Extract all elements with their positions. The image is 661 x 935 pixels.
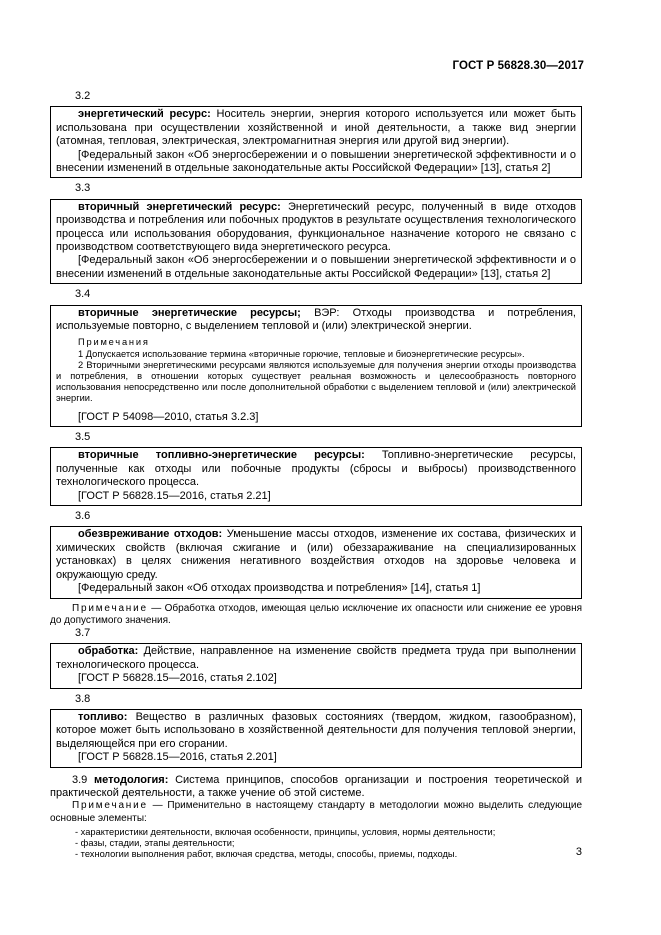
definition: Уменьшение массы отходов, изменение их состава, физических и химических свойств (включая сжигание и (или) обеззараживание на специализированных установках) в целях снижения негативного воздействия отходов на здоровье человека и окружающую среду. (56, 528, 576, 581)
definition: Топливно-энергетические ресурсы, полученные как отходы или побочные продукты (сбросы и выбросы) производственного технологического процесса. (56, 449, 576, 489)
document-code: ГОСТ Р 56828.30—2017 (452, 60, 584, 72)
note-text: — Применительно в настоящему стандарту в методологии можно выделить следующие основные элементы: (50, 800, 582, 824)
entry-3-7 (50, 627, 582, 689)
definition: Носитель энергии, энергия которого используется или может быть использована при осуществлении хозяйственной и иной деятельности, а также вид энергии (атомная, тепловая, электрическая, электромагнитная энергия или другой вид энергии). (56, 108, 576, 148)
term-box (50, 447, 582, 506)
notes-block (56, 337, 576, 404)
note-item: 1 Допускается использование термина «вторичные горючие, тепловые и биоэнергетические ресурсы». (78, 348, 525, 359)
definition: Энергетический ресурс, полученный в виде отходов производства и потребления или побочных продуктов в результате осуществления технологического процесса или использования оборудования, функциональное назначение которого не связано с производством соответствующего вида энергетического ресурса. (56, 200, 576, 254)
page-number: 3 (575, 846, 582, 858)
note-text: — Обработка отходов, имеющая целью исключение их опасности или снижение ее уровня до допустимого значения. (50, 602, 582, 626)
entry-3-4 (50, 288, 582, 427)
note-label: Примечание (72, 800, 148, 812)
term-box (50, 709, 582, 768)
entry-3-2 (50, 90, 582, 178)
note-label: Примечание (72, 602, 148, 614)
term: обезвреживание отходов: (78, 528, 223, 541)
term: методология: (94, 773, 169, 786)
entry-number: 3.6 (75, 510, 91, 523)
term: энергетический ресурс: (78, 108, 211, 121)
term-box (50, 199, 582, 284)
source-reference: [Федеральный закон «Об отходах производства и потребления» [14], статья 1] (78, 582, 481, 595)
term: вторичные топливно-энергетические ресурсы: (78, 449, 365, 462)
entry-3-9 (50, 774, 582, 861)
entry-number: 3.2 (75, 90, 91, 102)
list-item: - технологии выполнения работ, включая средства, методы, способы, приемы, подходы. (75, 849, 458, 860)
source-reference: [ГОСТ Р 54098—2010, статья 3.2.3] (78, 410, 259, 423)
notes-label: Примечания (78, 337, 150, 348)
term-box (50, 643, 582, 688)
term: вторичные энергетические ресурсы; (78, 306, 301, 319)
document-body (50, 90, 582, 860)
entry-number: 3.4 (75, 288, 91, 301)
definition: ВЭР: Отходы производства и потребления, используемые повторно, с выделением тепловой и (или) электрической энергии. (56, 306, 576, 333)
term-box (50, 305, 582, 427)
entry-3-3 (50, 182, 582, 284)
entry-number: 3.5 (75, 431, 91, 444)
term: топливо: (78, 710, 128, 723)
list-item: - характеристики деятельности, включая особенности, принципы, условия, нормы деятельности; (75, 826, 496, 837)
source-reference: [ГОСТ Р 56828.15—2016, статья 2.102] (78, 672, 277, 685)
source-reference: [Федеральный закон «Об энергосбережении и о повышении энергетической эффективности и о внесении изменений в отдельные законодательные акты Российской Федерации» [13], статья 2] (56, 148, 576, 175)
list-item: - фазы, стадии, этапы деятельности; (75, 837, 235, 848)
term-box (50, 106, 582, 178)
term-box (50, 526, 582, 598)
source-reference: [ГОСТ Р 56828.15—2016, статья 2.201] (78, 751, 277, 764)
entry-number: 3.8 (75, 692, 91, 705)
elements-list (50, 827, 582, 861)
entry-3-6 (50, 510, 582, 627)
term: вторичный энергетический ресурс: (78, 200, 281, 213)
definition: Действие, направленное на изменение свойств предмета труда при выполнении технологического процесса. (56, 645, 576, 671)
note-paragraph (50, 603, 582, 627)
entry-3-8 (50, 693, 582, 768)
term: обработка: (78, 645, 139, 658)
entry-number: 3.7 (75, 626, 91, 639)
entry-number: 3.9 (72, 773, 88, 786)
definition: Вещество в различных фазовых состояниях (твердом, жидком, газообразном), которое может быть использовано в хозяйственной деятельности для получения тепловой энергии, выделяющейся при его сгорании. (56, 710, 576, 750)
source-reference: [Федеральный закон «Об энергосбережении и о повышении энергетической эффективности и о внесении изменений в отдельные законодательные акты Российской Федерации» [13], статья 2] (56, 254, 576, 280)
note-paragraph (50, 800, 582, 824)
entry-number: 3.3 (75, 182, 91, 195)
source-reference: [ГОСТ Р 56828.15—2016, статья 2.21] (78, 489, 271, 502)
note-item: 2 Вторичными энергетическими ресурсами являются используемые для получения энергии отходы производства и потребления, в отношении которых существует реальная возможность и целесообразность повторного использования непосредственно или после дополнительной обработки с выделением тепловой и (или) электрической энергии. (56, 359, 576, 404)
definition: Система принципов, способов организации и построения теоретической и практической деятельности, а также учение об этой системе. (50, 773, 583, 799)
entry-3-5 (50, 431, 582, 506)
